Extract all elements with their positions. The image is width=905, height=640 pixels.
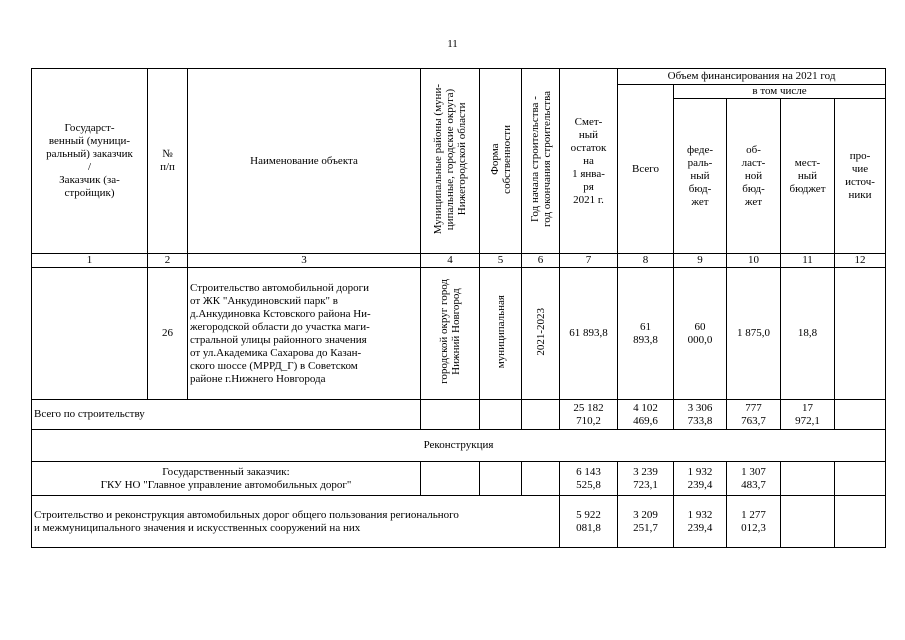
table-row [32,268,886,400]
total-construction-label: Всего по строительству [32,400,421,430]
table-row [32,430,886,462]
state-customer-local [781,462,835,496]
total-construction-empty [480,400,522,430]
state-customer-estimate: 6 143 525,8 [560,462,618,496]
row26-customer [32,268,148,400]
header-num: № п/п [148,69,188,254]
header-municipality-cell [421,69,480,254]
row26-municipality: городской округ город Нижний Новгород [438,279,462,384]
header-other: про- чие источ- ники [835,99,886,254]
roads-program-federal: 1 932 239,4 [674,496,727,548]
header-estimate-balance: Смет- ный остаток на 1 янва- ря 2021 г. [560,69,618,254]
total-construction-total: 4 102 469,6 [618,400,674,430]
header-regional: об- ласт- ной бюд- жет [727,99,781,254]
total-construction-other [835,400,886,430]
row26-ownership-cell [480,268,522,400]
row26-total: 61 893,8 [618,268,674,400]
header-federal: феде- раль- ный бюд- жет [674,99,727,254]
total-construction-empty [522,400,560,430]
header-local: мест- ный бюджет [781,99,835,254]
header-customer: Государст- венный (муници- pальный) заказчик / Заказчик (за- стройщик) [32,69,148,254]
row26-federal: 60 000,0 [674,268,727,400]
state-customer-empty [421,462,480,496]
column-numbers-row [32,254,886,268]
financing-table [31,68,886,548]
column-number: 8 [618,254,674,268]
column-number: 3 [188,254,421,268]
row26-estimate: 61 893,8 [560,268,618,400]
state-customer-other [835,462,886,496]
roads-program-total: 3 209 251,7 [618,496,674,548]
column-number: 6 [522,254,560,268]
total-construction-regional: 777 763,7 [727,400,781,430]
row26-num: 26 [148,268,188,400]
row26-local: 18,8 [781,268,835,400]
total-construction-federal: 3 306 733,8 [674,400,727,430]
column-number: 7 [560,254,618,268]
roads-program-label: Строительство и реконструкция автомобильных дорог общего пользования регионального и межмуниципального значения и искусственных сооружений на них [32,496,560,548]
column-number: 5 [480,254,522,268]
table-row [32,496,886,548]
row26-years-cell [522,268,560,400]
header-ownership: Форма собственности [488,124,513,194]
total-construction-estimate: 25 182 710,2 [560,400,618,430]
total-construction-local: 17 972,1 [781,400,835,430]
table-row [32,400,886,430]
row26-years: 2021-2023 [534,307,547,356]
state-customer-empty [480,462,522,496]
row26-ownership: муниципальная [494,294,507,369]
page-number: 11 [447,38,458,50]
header-ownership-cell [480,69,522,254]
state-customer-label: Государственный заказчик: ГКУ НО "Главное управление автомобильных дорог" [32,462,421,496]
table-row [32,462,886,496]
header-years-cell [522,69,560,254]
column-number: 1 [32,254,148,268]
column-number: 9 [674,254,727,268]
row26-object-name: Строительство автомобильной дороги от ЖК "Анкудиновский парк" в д.Анкудиновка Кстовского района Ни- жегородской области до участка маги- стральной улицы районного значения от ул.Академика Сахарова до Казан- ского шоссе (МРРД_Г) в Советском районе г.Нижнего Новгорода [188,268,421,400]
row26-municipality-cell [421,268,480,400]
row26-other [835,268,886,400]
state-customer-total: 3 239 723,1 [618,462,674,496]
row26-regional: 1 875,0 [727,268,781,400]
roads-program-regional: 1 277 012,3 [727,496,781,548]
header-object-name: Наименование объекта [188,69,421,254]
roads-program-other [835,496,886,548]
header-financing-title: Объем финансирования на 2021 год [618,69,886,85]
column-number: 10 [727,254,781,268]
total-construction-empty [421,400,480,430]
header-including: в том числе [674,85,886,99]
column-number: 12 [835,254,886,268]
roads-program-estimate: 5 922 081,8 [560,496,618,548]
reconstruction-title: Реконструкция [32,430,886,462]
header-total: Всего [618,85,674,254]
column-number: 4 [421,254,480,268]
header-municipality: Муниципальные районы (муни- ципальные, городские округа) Нижегородской области [432,83,468,235]
state-customer-empty [522,462,560,496]
state-customer-regional: 1 307 483,7 [727,462,781,496]
column-number: 11 [781,254,835,268]
state-customer-federal: 1 932 239,4 [674,462,727,496]
column-number: 2 [148,254,188,268]
roads-program-local [781,496,835,548]
header-years: Год начала строительства - год окончания строительства [528,91,553,227]
